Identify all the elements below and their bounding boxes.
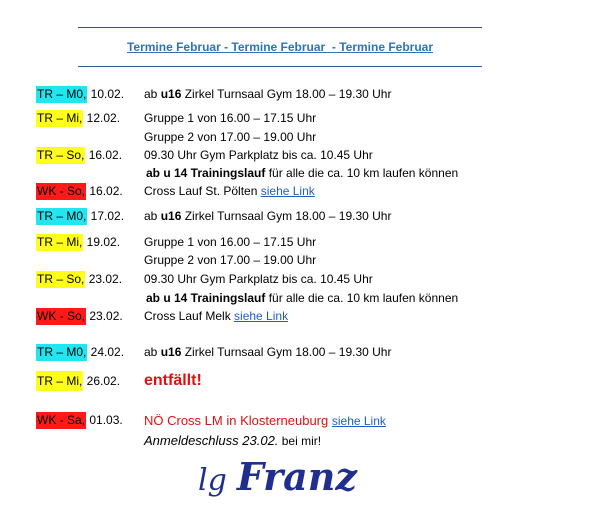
event-description: Gruppe 2 von 17.00 – 19.00 Uhr [144,130,317,144]
event-date: 26.02. [83,374,121,388]
page-heading: Termine Februar - Termine Februar - Termine Februar [126,40,434,54]
event-date: 23.02. [85,272,123,286]
event-type-tag: TR – So, [37,148,85,162]
top-rule [78,27,482,28]
event-date: 01.03. [86,413,123,427]
event-type-tag: TR – M0, [37,87,87,101]
event-link[interactable]: siehe Link [260,184,315,198]
event-description: ab u16 Zirkel Turnsaal Gym 18.00 – 19.30 Uhr [144,209,392,223]
event-description: Cross Lauf St. Pölten siehe Link [144,184,315,198]
event-description: Gruppe 1 von 16.00 – 17.15 Uhr [144,235,317,249]
schedule-row [36,344,392,361]
schedule-row [36,110,317,127]
event-description: ab u 14 Trainingslauf für alle die ca. 10 km laufen können [146,291,459,305]
event-description: 09.30 Uhr Gym Parkplatz bis ca. 10.45 Uhr [144,148,373,162]
event-description: ab u 14 Trainingslauf für alle die ca. 10 km laufen können [146,166,459,180]
signature-club: lg [198,463,227,498]
event-type-tag: WK - Sa, [37,413,86,427]
signature-name: Franz [236,454,357,499]
event-description: ab u16 Zirkel Turnsaal Gym 18.00 – 19.30 Uhr [144,345,392,359]
event-link[interactable]: siehe Link [234,309,289,323]
schedule-row [36,147,373,164]
schedule-row [36,308,289,325]
event-description: NÖ Cross LM in Klosterneuburg siehe Link [144,413,386,428]
schedule-row [36,271,373,288]
signature [198,455,357,503]
event-date: 24.02. [87,345,125,359]
event-date: 16.02. [86,184,123,198]
event-date: 10.02. [87,87,125,101]
event-description: ab u16 Zirkel Turnsaal Gym 18.00 – 19.30 Uhr [144,87,392,101]
schedule-row [36,183,315,200]
event-type-tag: TR – Mi, [37,235,83,249]
event-type-tag: WK - So, [37,309,86,323]
event-date: 12.02. [83,111,121,125]
event-type-tag: WK - So, [37,184,86,198]
event-date: 16.02. [85,148,123,162]
schedule-row [36,208,392,225]
event-description: Gruppe 2 von 17.00 – 19.00 Uhr [144,253,317,267]
heading-rule [78,66,482,67]
event-description: Cross Lauf Melk siehe Link [144,309,289,323]
event-type-tag: TR – Mi, [37,111,83,125]
event-type-tag: TR – M0, [37,345,87,359]
event-type-tag: TR – So, [37,272,85,286]
event-date: 17.02. [87,209,125,223]
event-description: Gruppe 1 von 16.00 – 17.15 Uhr [144,111,317,125]
event-type-tag: TR – M0, [37,209,87,223]
event-type-tag: TR – Mi, [36,371,83,391]
schedule-row [36,412,386,429]
registration-note: Anmeldeschluss 23.02. bei mir! [144,433,322,448]
event-description: 09.30 Uhr Gym Parkplatz bis ca. 10.45 Uhr [144,272,373,286]
event-date: 23.02. [86,309,123,323]
schedule-row [36,371,202,391]
schedule-row [36,86,392,103]
event-date: 19.02. [83,235,121,249]
schedule-row [36,234,317,251]
event-link[interactable]: siehe Link [331,414,386,428]
cancelled-notice: entfällt! [144,372,202,389]
